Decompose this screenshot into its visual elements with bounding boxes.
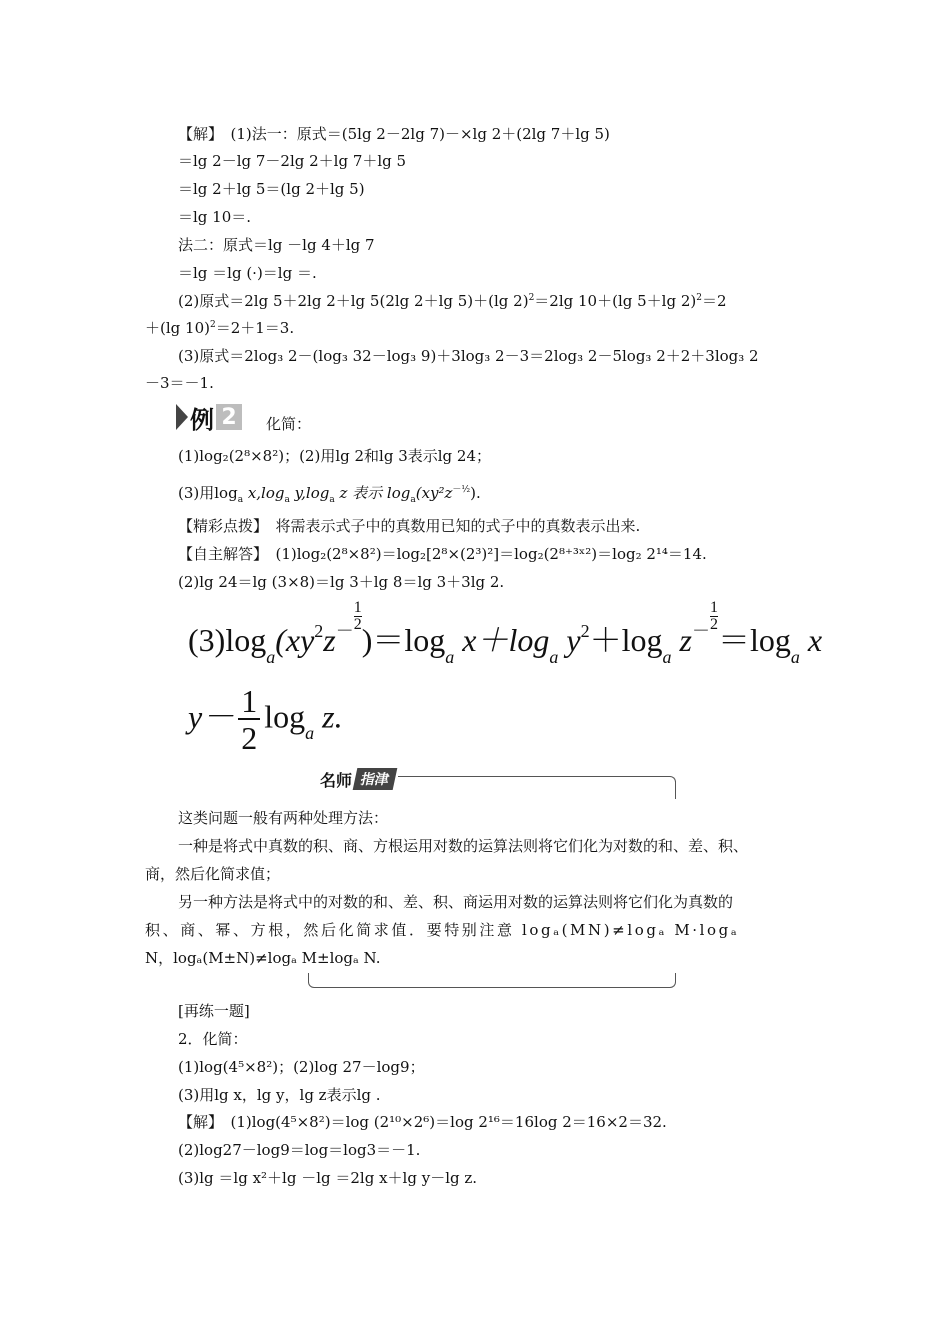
tip-paragraph-3c: N，logₐ(M±N)≠logₐ M±logₐ N. (145, 949, 381, 967)
answer-line-2: (2)lg 24＝lg (3×8)＝lg 3＋lg 8＝lg 3＋3lg 2. (178, 573, 505, 591)
example-badge-number: 2 (216, 404, 242, 430)
answer-label: 【自主解答】 (178, 545, 261, 563)
practice-answer-2: (2)log27－log9＝log＝log3＝－1. (178, 1141, 421, 1159)
solution-line-3: ＝lg 2＋lg 5＝(lg 2＋lg 5) (178, 180, 365, 198)
tip-paragraph-1: 这类问题一般有两种处理方法： (178, 809, 389, 827)
practice-answer-1: 【解】 (1)log(4⁵×8²)＝log (2¹⁰×2⁶)＝log 2¹⁶＝16log 2＝16×2＝32. (178, 1113, 667, 1131)
solution-line-10: －3＝－1. (145, 374, 214, 392)
tip-box-top-border (398, 776, 676, 799)
practice-title: 2．化简： (178, 1030, 248, 1048)
solution-line-9: (3)原式＝2log₃ 2－(log₃ 32－log₃ 9)＋3log₃ 2－3＝2log₃ 2－5log₃ 2＋2＋3log₃ 2 (178, 347, 759, 365)
example-badge (176, 402, 242, 432)
hint-label: 【精彩点拨】 (178, 517, 261, 535)
solution-line-4: ＝lg 10＝. (178, 208, 252, 226)
solution-line-8: ＋(lg 10)$^2$＝2＋1＝3. (145, 319, 295, 337)
practice-answer-3: (3)lg ＝lg x²＋lg －lg ＝2lg x＋lg y－lg z. (178, 1169, 478, 1187)
tip-paragraph-2a: 一种是将式中真数的积、商、方根运用对数的运算法则将它们化为对数的和、差、积、 (178, 837, 749, 855)
solution-line-6: ＝lg ＝lg (·)＝lg ＝. (178, 264, 317, 282)
example-badge-char: 例 (190, 405, 214, 434)
answer-line-1: 【自主解答】 (1)log₂(2⁸×8²)＝log₂[2⁸×(2³)²]＝log₂(2⁸⁺³ˣ²)＝log₂ 2¹⁴＝14. (178, 545, 707, 563)
solution-line-5: 法二：原式＝lg －lg 4＋lg 7 (178, 236, 375, 254)
example-question-2: (3)用$\log_a x,\log_a$ $y,\log_a$ z 表示 $\log_a(xy^2z^{-\frac{1}{2}})$. (178, 484, 481, 505)
tip-paragraph-3b: 积、商、幂、方根，然后化简求值．要特别注意 logₐ(MN)≠logₐ M·logₐ (145, 921, 740, 939)
example-arrow-icon (176, 404, 188, 430)
tip-paragraph-3a: 另一种方法是将式中的对数的和、差、积、商运用对数的运算法则将它们化为真数的 (178, 893, 734, 911)
practice-question-1: (1)log(4⁵×8²)；(2)log 27－log9； (178, 1058, 425, 1076)
practice-header: [再练一题] (178, 1002, 250, 1020)
solution-line-7: (2)原式＝2lg 5＋2lg 2＋lg 5(2lg 2＋lg 5)＋(lg 2)$^2$＝2lg 10＋(lg 5＋lg 2)$^2$＝2 (178, 292, 727, 310)
tip-paragraph-2b: 商，然后化简求值； (145, 865, 281, 883)
solution-line-1: 【解】 (1)法一：原式＝(5lg 2－2lg 7)－×lg 2＋(2lg 7＋lg 5) (178, 125, 610, 143)
practice-question-2: (3)用lg x，lg y，lg z表示lg . (178, 1086, 381, 1104)
answer-formula-3: $(3)\log_a(xy^2z^-$ $\frac{1}{2}$ )$=\log_a$ $x+\log_a$ $y^2+\log_a$ z－ $\frac{1}{2}$ $=\log_a$ x (188, 599, 823, 667)
tip-box-bottom-border (308, 973, 676, 988)
tip-label: 名师 指津 (320, 768, 395, 790)
solution-line-2: ＝lg 2－lg 7－2lg 2＋lg 7＋lg 5 (178, 152, 407, 170)
hint-line: 【精彩点拨】 将需表示式子中的真数用已知的式子中的真数表示出来. (178, 517, 641, 535)
answer-formula-4: y－ $\frac{1}{2}$ $\log_a z$. (188, 683, 343, 756)
example-title: 化简： (266, 415, 312, 433)
example-question-1: (1)log₂(2⁸×8²)；(2)用lg 2和lg 3表示lg 24； (178, 447, 492, 465)
